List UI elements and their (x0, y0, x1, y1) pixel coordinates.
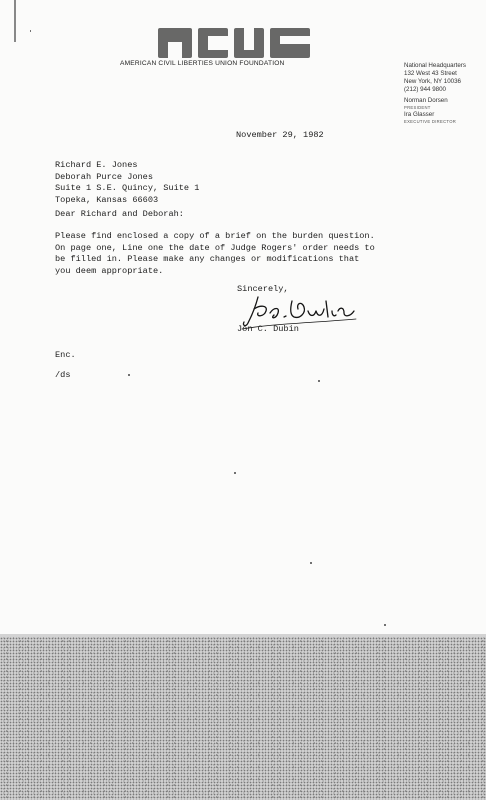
body-paragraph (55, 231, 375, 277)
body-line: be filled in. Please make any changes or modifications that (55, 254, 360, 264)
body-line: On page one, Line one the date of Judge Rogers' order needs to (55, 242, 375, 253)
scan-speck (310, 562, 312, 564)
scan-speck (384, 624, 386, 626)
officer-role: PRESIDENT (404, 105, 431, 110)
scan-speck (234, 472, 236, 474)
closing: Sincerely, (237, 284, 289, 294)
edge-scan-mark (14, 0, 16, 42)
hq-line: National Headquarters (404, 62, 466, 69)
organization-name: AMERICAN CIVIL LIBERTIES UNION FOUNDATION (120, 60, 285, 67)
address-line: Suite 1 S.E. Quincy, Suite 1 (55, 183, 200, 193)
photocopy-noise-band (0, 637, 486, 800)
address-line: Deborah Purce Jones (55, 171, 153, 182)
hq-line: (212) 944 9800 (404, 86, 446, 93)
enclosure-note: Enc. (55, 350, 76, 360)
recipient-address (55, 160, 199, 206)
body-line: Please find enclosed a copy of a brief on the burden question. (55, 231, 375, 241)
officer-role: EXECUTIVE DIRECTOR (404, 119, 457, 124)
signer-name: Jon C. Dubin (237, 324, 299, 334)
scan-speck (30, 30, 31, 32)
letter-date: November 29, 1982 (236, 130, 324, 140)
scan-speck (318, 380, 320, 382)
officer-name: Ira Glasser (404, 111, 435, 118)
body-line: you deem appropriate. (55, 265, 164, 276)
headquarters-block (404, 62, 466, 125)
address-line: Richard E. Jones (55, 160, 138, 170)
hq-line: 132 West 43 Street (404, 70, 457, 77)
address-line: Topeka, Kansas 66603 (55, 194, 159, 205)
aclu-logo (152, 24, 324, 76)
salutation: Dear Richard and Deborah: (55, 209, 184, 219)
scan-speck (128, 374, 130, 376)
typist-initials: /ds (55, 370, 71, 380)
hq-line: New York, NY 10036 (404, 78, 461, 85)
officer-name: Norman Dorsen (404, 97, 448, 104)
